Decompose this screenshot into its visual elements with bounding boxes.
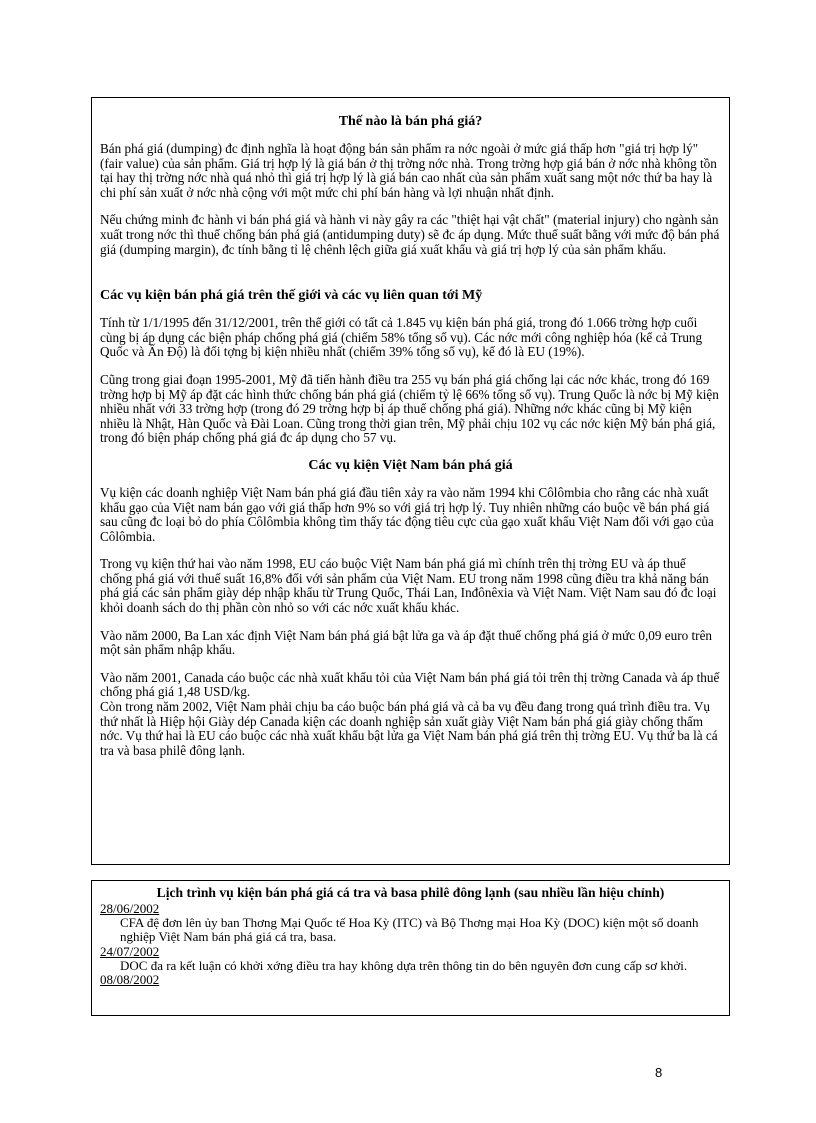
timeline-description: CFA đệ đơn lên ủy ban Thơng Mại Quốc tế Hoa Kỳ (ITC) và Bộ Thơng mại Hoa Kỳ (DOC) kiện một số doanh nghiệp Việt Nam bán phá giá cá tra, basa. — [120, 915, 699, 945]
paragraph: Vào năm 2000, Ba Lan xác định Việt Nam bán phá giá bật lửa ga và áp đặt thuế chống phá giá ở mức 0,09 euro trên một sản phẩm nhập khẩu. — [100, 627, 713, 658]
timeline-date: 28/06/2002 — [100, 901, 160, 916]
article-box — [91, 97, 730, 865]
paragraph: Tính từ 1/1/1995 đến 31/12/2001, trên thế giới có tất cả 1.845 vụ kiện bán phá giá, trong đó 1.066 trờng hợp cuối cùng bị áp dụng các biện pháp chống phá giá (chiếm 58% tổng số vụ). Các nớc mới công nghiệp hóa (kể cả Trung Quốc và Ấn Độ) là đối tợng bị kiện nhiều nhất (chiếm 39% tổng số vụ), kế đó là EU (19%). — [100, 315, 703, 360]
timeline-date: 08/08/2002 — [100, 972, 160, 988]
paragraph: Cũng trong giai đoạn 1995-2001, Mỹ đã tiến hành điều tra 255 vụ bán phá giá chống lại các nớc khác, trong đó 169 trờng hợp bị Mỹ áp đặt các hình thức chống bán phá giá (chiếm tỷ lệ 66% tổng số vụ). Trung Quốc là nớc bị Mỹ kiện nhiều nhất với 33 trờng hợp (trong đó 29 trờng hợp bị áp thuế chống phá giá). Những nớc khác cũng bị Mỹ kiện nhiều là Nhật, Hàn Quốc và Đài Loan. Cũng trong thời gian trên, Mỹ phải chịu 102 vụ các nớc kiện Mỹ bán phá giá, trong đó biện pháp chống phá giá đc áp dụng cho 57 vụ. — [100, 371, 719, 446]
timeline-box — [91, 880, 730, 1016]
section-title-world-cases: Các vụ kiện bán phá giá trên thế giới và các vụ liên quan tới Mỹ — [100, 288, 483, 304]
paragraph: Còn trong năm 2002, Việt Nam phải chịu ba cáo buộc bán phá giá và cả ba vụ đều đang trong quá trình điều tra. Vụ thứ nhất là Hiệp hội Giày dép Canada kiện các doanh nghiệp sản xuất giày Việt Nam bán phá giá giày chống thấm nớc. Vụ thứ hai là EU cáo buộc các nhà xuất khẩu bật lửa ga Việt Nam bán phá giá trên thị trờng EU. Vụ thứ ba là cá tra và basa philê đông lạnh. — [100, 699, 718, 758]
timeline-description: DOC đa ra kết luận có khởi xớng điều tra hay không dựa trên thông tin do bên nguyên đơn cung cấp sơ khởi. — [120, 957, 688, 973]
paragraph: Vụ kiện các doanh nghiệp Việt Nam bán phá giá đầu tiên xảy ra vào năm 1994 khi Côlômbia cho rằng các nhà xuất khẩu gạo của Việt nam bán gạo với giá thấp hơn 9% so với giá trị hợp lý. Tuy nhiên những cáo buộc về bán phá giá sau cũng đc loại bỏ do phía Côlômbia không tìm thấy tác động tiêu cực của gạo xuất khẩu Việt Nam đối với gạo của Côlômbia. — [100, 484, 714, 544]
paragraph: Nếu chứng minh đc hành vi bán phá giá và hành vi này gây ra các "thiệt hại vật chất" (material injury) cho ngành sản xuất trong nớc thì thuế chống bán phá giá (antidumping duty) sẽ đc áp dụng. Mức thuế suất bằng với mức độ bán phá giá (dumping margin), đc tính bằng tỉ lệ chênh lệch giữa giá xuất khẩu và giá trị hợp lý của sản phẩm khẩu. — [100, 212, 720, 257]
section-title-dumping-definition: Thế nào là bán phá giá? — [338, 114, 483, 129]
section-title-vietnam-cases: Các vụ kiện Việt Nam bán phá giá — [308, 457, 513, 473]
page-number: 8 — [655, 1065, 663, 1080]
paragraph: Bán phá giá (dumping) đc định nghĩa là hoạt động bán sản phẩm ra nớc ngoài ở mức giá thấp hơn "giá trị hợp lý" (fair value) của sản phẩm. Giá trị hợp lý là giá bán ở thị trờng nớc nhà. Trong trờng hợp giá bán ở nớc nhà không tồn tại hay thị trờng nớc nhà quá nhỏ thì giá trị hợp lý là giá bán cao nhất của sản phẩm xuất sang một nớc thứ ba hay là chi phí sản xuất ở nớc nhà cộng với một mức chi phí bán hàng và lợi nhuận nhất định. — [100, 141, 717, 200]
paragraph: Vào năm 2001, Canada cáo buộc các nhà xuất khẩu tỏi của Việt Nam bán phá giá tỏi trên thị trờng Canada và áp thuế chống phá giá 1,48 USD/kg. — [100, 669, 720, 700]
timeline-title: Lịch trình vụ kiện bán phá giá cá tra và basa philê đông lạnh (sau nhiều lần hiệu chỉnh) — [156, 885, 665, 900]
timeline-date: 24/07/2002 — [100, 943, 160, 959]
paragraph: Trong vụ kiện thứ hai vào năm 1998, EU cáo buộc Việt Nam bán phá giá mì chính trên thị trờng EU và áp thuế chống phá giá với thuế suất 16,8% đối với sản phẩm của Việt Nam. EU trong năm 1998 cũng điều tra khả năng bán phá giá các sản phẩm giày dép nhập khẩu từ Trung Quốc, Thái Lan, Inđônêxia và Việt Nam. Việt Nam sau đó đc loại khỏi doanh sách do thị phần còn nhỏ so với các nớc xuất khẩu khác. — [100, 556, 717, 616]
